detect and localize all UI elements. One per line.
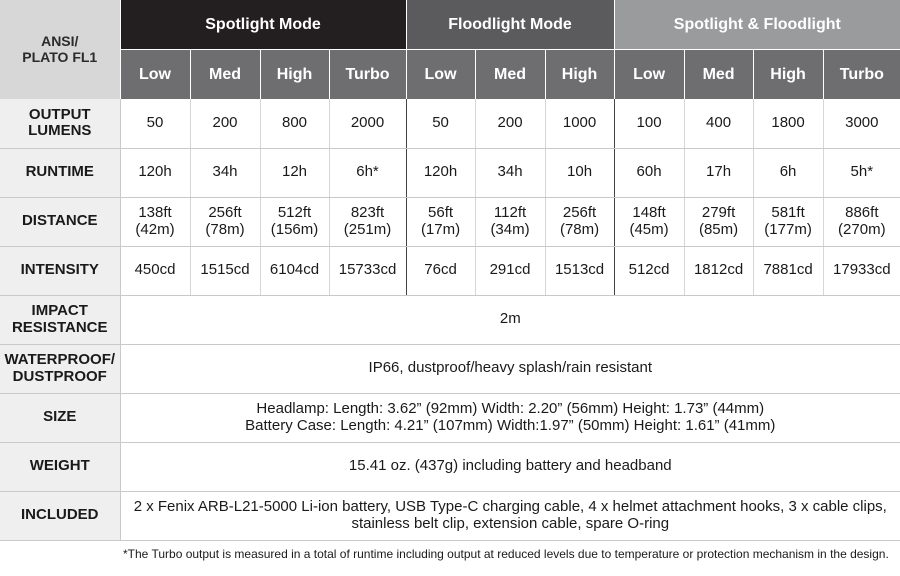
value-cell: 50 (406, 99, 475, 148)
value-cell: 256ft (78m) (545, 197, 614, 246)
turbo-footnote: *The Turbo output is measured in a total of runtime including output at reduced levels due to temperature or protection mechanism in the design. (123, 546, 889, 561)
value-cell: 148ft (45m) (614, 197, 684, 246)
group-spotlight-floodlight: Spotlight & Floodlight (614, 0, 900, 50)
value-cell: 512ft (156m) (260, 197, 329, 246)
value-cell: 581ft (177m) (753, 197, 823, 246)
value-cell: 1515cd (190, 246, 260, 295)
value-cell: 1513cd (545, 246, 614, 295)
spec-value: 2 x Fenix ARB-L21-5000 Li-ion battery, USB Type-C charging cable, 4 x helmet attachment hooks, 3 x cable clips, stainless belt clip, extension cable, spare O-ring (120, 491, 900, 540)
table-row (0, 197, 900, 246)
row-label: INCLUDED (0, 491, 120, 540)
row-label: RUNTIME (0, 148, 120, 197)
level-header: Low (614, 50, 684, 100)
value-cell: 1800 (753, 99, 823, 148)
value-cell: 1812cd (684, 246, 753, 295)
spec-value: Headlamp: Length: 3.62” (92mm) Width: 2.20” (56mm) Height: 1.73” (44mm) Battery Case: Length: 4.21” (107mm) Width:1.97” (50mm) Height: 1.61” (41mm) (120, 393, 900, 442)
level-header: High (260, 50, 329, 100)
value-cell: 17h (684, 148, 753, 197)
value-cell: 5h* (823, 148, 900, 197)
value-cell: 886ft (270m) (823, 197, 900, 246)
value-cell: 2000 (329, 99, 406, 148)
value-cell: 3000 (823, 99, 900, 148)
table-row (0, 393, 900, 442)
value-cell: 256ft (78m) (190, 197, 260, 246)
value-cell: 120h (120, 148, 190, 197)
value-cell: 34h (475, 148, 545, 197)
row-label: OUTPUT LUMENS (0, 99, 120, 148)
value-cell: 200 (190, 99, 260, 148)
value-cell: 15733cd (329, 246, 406, 295)
value-cell: 800 (260, 99, 329, 148)
value-cell: 34h (190, 148, 260, 197)
group-spotlight-mode: Spotlight Mode (120, 0, 406, 50)
table-row (0, 491, 900, 540)
level-header: Turbo (329, 50, 406, 100)
row-label: WEIGHT (0, 442, 120, 491)
level-header: Med (190, 50, 260, 100)
value-cell: 6104cd (260, 246, 329, 295)
row-label: SIZE (0, 393, 120, 442)
value-cell: 7881cd (753, 246, 823, 295)
value-cell: 50 (120, 99, 190, 148)
value-cell: 1000 (545, 99, 614, 148)
row-label: INTENSITY (0, 246, 120, 295)
value-cell: 12h (260, 148, 329, 197)
table-row (0, 99, 900, 148)
value-cell: 6h (753, 148, 823, 197)
spec-value: IP66, dustproof/heavy splash/rain resistant (120, 344, 900, 393)
value-cell: 76cd (406, 246, 475, 295)
value-cell: 60h (614, 148, 684, 197)
row-label: IMPACT RESISTANCE (0, 295, 120, 344)
value-cell: 120h (406, 148, 475, 197)
table-row (0, 344, 900, 393)
level-header: High (545, 50, 614, 100)
level-header: Med (475, 50, 545, 100)
table-row (0, 148, 900, 197)
table-row (0, 295, 900, 344)
level-header: Low (406, 50, 475, 100)
table-row (0, 442, 900, 491)
value-cell: 6h* (329, 148, 406, 197)
group-floodlight-mode: Floodlight Mode (406, 0, 614, 50)
value-cell: 400 (684, 99, 753, 148)
level-header: Turbo (823, 50, 900, 100)
value-cell: 138ft (42m) (120, 197, 190, 246)
value-cell: 112ft (34m) (475, 197, 545, 246)
row-label: DISTANCE (0, 197, 120, 246)
value-cell: 10h (545, 148, 614, 197)
standard-label: ANSI/ PLATO FL1 (0, 0, 120, 99)
value-cell: 56ft (17m) (406, 197, 475, 246)
value-cell: 823ft (251m) (329, 197, 406, 246)
level-header: Low (120, 50, 190, 100)
value-cell: 200 (475, 99, 545, 148)
value-cell: 17933cd (823, 246, 900, 295)
table-row (0, 246, 900, 295)
value-cell: 450cd (120, 246, 190, 295)
row-label: WATERPROOF/ DUSTPROOF (0, 344, 120, 393)
value-cell: 279ft (85m) (684, 197, 753, 246)
spec-value: 15.41 oz. (437g) including battery and headband (120, 442, 900, 491)
spec-value: 2m (120, 295, 900, 344)
value-cell: 100 (614, 99, 684, 148)
level-header: High (753, 50, 823, 100)
value-cell: 512cd (614, 246, 684, 295)
level-header: Med (684, 50, 753, 100)
value-cell: 291cd (475, 246, 545, 295)
